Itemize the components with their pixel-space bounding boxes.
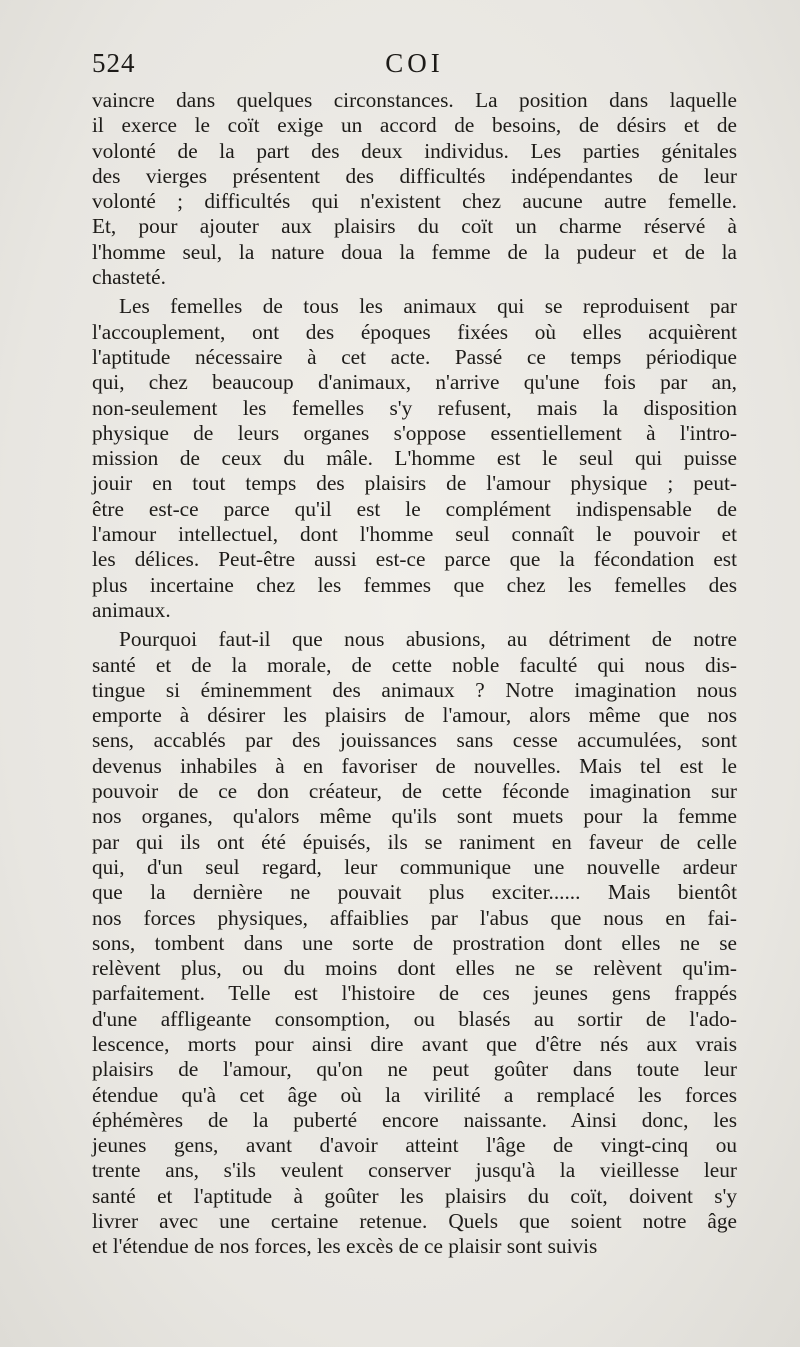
body-text — [92, 88, 737, 1264]
text-line: volonté de la part des deux individus. Les parties génitales — [92, 138, 737, 163]
text-line: les délices. Peut-être aussi est-ce parce que la fécondation est — [92, 547, 737, 572]
text-line: plaisirs de l'amour, qu'on ne peut goûter dans toute leur — [92, 1057, 737, 1082]
text-line: qui, chez beaucoup d'animaux, n'arrive qu'une fois par an, — [92, 370, 737, 395]
running-head: COI — [385, 48, 444, 78]
text-line: nos organes, qu'alors même qu'ils sont muets pour la femme — [92, 804, 737, 829]
text-line: des vierges présentent des difficultés indépendantes de leur — [92, 163, 737, 188]
text-line: être est-ce parce qu'il est le complément indispensable de — [92, 496, 737, 521]
text-line: que la dernière ne pouvait plus exciter...... Mais bientôt — [92, 880, 737, 905]
text-line: santé et de la morale, de cette noble faculté qui nous dis- — [92, 652, 737, 677]
text-line: nos forces physiques, affaiblies par l'abus que nous en fai- — [92, 905, 737, 930]
text-line: jouir en tout temps des plaisirs de l'amour physique ; peut- — [92, 471, 737, 496]
text-line: et l'étendue de nos forces, les excès de ce plaisir sont suivis — [92, 1234, 598, 1259]
text-line: l'aptitude nécessaire à cet acte. Passé ce temps périodique — [92, 344, 737, 369]
page-number: 524 — [92, 48, 136, 78]
text-line: santé et l'aptitude à goûter les plaisirs du coït, doivent s'y — [92, 1183, 737, 1208]
text-line: pouvoir de ce don créateur, de cette féconde imagination sur — [92, 779, 737, 804]
text-line: lescence, morts pour ainsi dire avant que d'être nés aux vrais — [92, 1031, 737, 1056]
text-line: animaux. — [92, 597, 171, 622]
text-line: physique de leurs organes s'oppose essentiellement à l'intro- — [92, 420, 737, 445]
text-line: volonté ; difficultés qui n'existent chez aucune autre femelle. — [92, 189, 737, 214]
text-line: l'homme seul, la nature doua la femme de la pudeur et de la — [92, 239, 737, 264]
text-line: l'amour intellectuel, dont l'homme seul connaît le pouvoir et — [92, 522, 737, 547]
text-line: sons, tombent dans une sorte de prostration dont elles ne se — [92, 930, 737, 955]
text-line: d'une affligeante consomption, ou blasés au sortir de l'ado- — [92, 1006, 737, 1031]
text-line: trente ans, s'ils veulent conserver jusqu'à la vieillesse leur — [92, 1158, 737, 1183]
text-line: Pourquoi faut-il que nous abusions, au détriment de notre — [119, 627, 737, 652]
text-line: chasteté. — [92, 265, 166, 290]
text-line: jeunes gens, avant d'avoir atteint l'âge de vingt-cinq ou — [92, 1133, 737, 1158]
text-line: l'accouplement, ont des époques fixées où elles acquièrent — [92, 319, 737, 344]
text-line: relèvent plus, ou du moins dont elles ne se relèvent qu'im- — [92, 956, 737, 981]
text-line: étendue qu'à cet âge où la virilité a remplacé les forces — [92, 1082, 737, 1107]
text-line: éphémères de la puberté encore naissante. Ainsi donc, les — [92, 1107, 737, 1132]
text-line: mission de ceux du mâle. L'homme est le seul qui puisse — [92, 446, 737, 471]
text-line: vaincre dans quelques circonstances. La position dans laquelle — [92, 88, 737, 112]
text-line: par qui ils ont été épuisés, ils se raniment en faveur de celle — [92, 829, 737, 854]
text-line: qui, d'un seul regard, leur communique une nouvelle ardeur — [92, 854, 737, 879]
paragraph — [92, 88, 737, 290]
paragraph — [92, 294, 737, 623]
text-line: emporte à désirer les plaisirs de l'amour, alors même que nos — [92, 703, 737, 728]
text-line: parfaitement. Telle est l'histoire de ces jeunes gens frappés — [92, 981, 737, 1006]
text-line: devenus inhabiles à en favoriser de nouvelles. Mais tel est le — [92, 753, 737, 778]
text-line: sens, accablés par des jouissances sans cesse accumulées, sont — [92, 728, 737, 753]
text-line: Et, pour ajouter aux plaisirs du coït un charme réservé à — [92, 214, 737, 239]
text-line: non-seulement les femelles s'y refusent, mais la disposition — [92, 395, 737, 420]
paragraph — [92, 627, 737, 1259]
text-line: il exerce le coït exige un accord de besoins, de désirs et de — [92, 113, 737, 138]
page-header — [92, 48, 737, 88]
text-line: Les femelles de tous les animaux qui se reproduisent par — [119, 294, 737, 319]
text-line: plus incertaine chez les femmes que chez les femelles des — [92, 572, 737, 597]
text-line: tingue si éminemment des animaux ? Notre imagination nous — [92, 677, 737, 702]
text-line: livrer avec une certaine retenue. Quels que soient notre âge — [92, 1209, 737, 1234]
